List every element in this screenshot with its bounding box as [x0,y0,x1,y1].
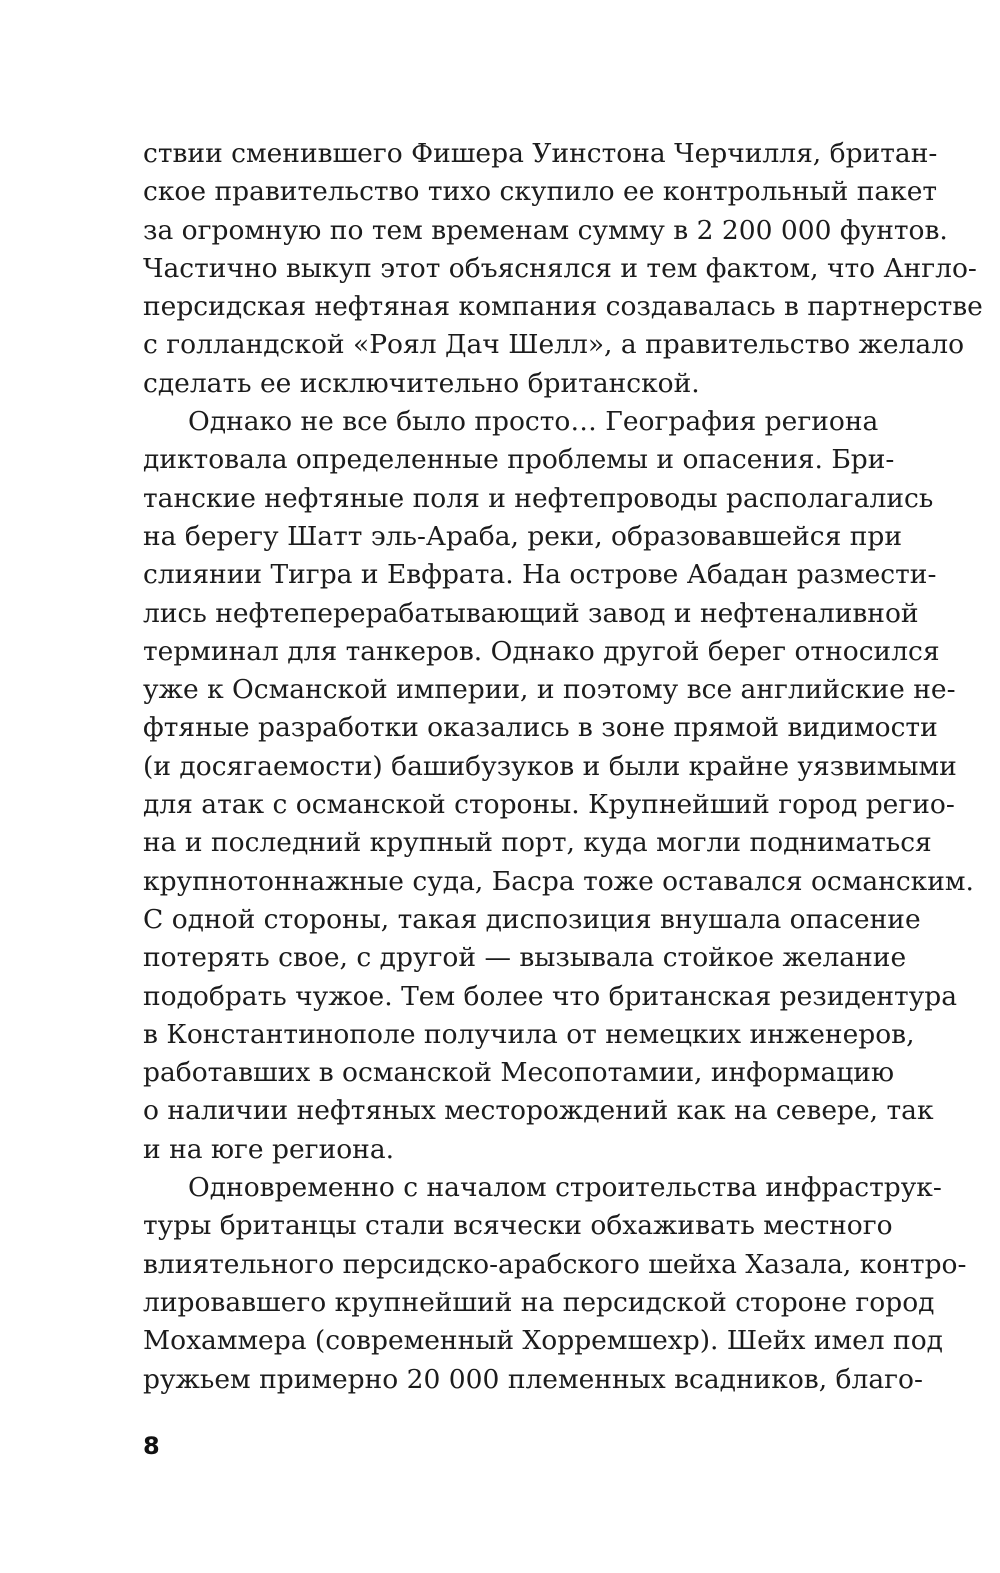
text-line-paragraph-start: Однако не все было просто… География региона [188,406,879,438]
text-line: Частично выкуп этот объяснялся и тем фактом, что Англо- [143,252,977,284]
text-line: лись нефтеперерабатывающий завод и нефтеналивной [143,597,919,629]
text-line: работавших в османской Месопотамии, информацию [143,1057,895,1089]
text-line: терминал для танкеров. Однако другой берег относился [143,635,940,667]
text-line: персидская нефтяная компания создавалась в партнерстве [143,291,983,323]
text-line: крупнотоннажные суда, Басра тоже оставался османским. [143,865,974,897]
text-line: влиятельного персидско-арабского шейха Хазала, контро- [143,1248,967,1280]
text-line: за огромную по тем временам сумму в 2 200 000 фунтов. [143,214,948,246]
text-line: диктовала определенные проблемы и опасения. Бри- [143,444,895,476]
text-line: танские нефтяные поля и нефтепроводы располагались [143,482,934,514]
text-line: фтяные разработки оказались в зоне прямой видимости [143,712,938,744]
text-line: ствии сменившего Фишера Уинстона Черчилля, британ- [143,138,938,169]
page-number: 8 [143,1432,160,1460]
text-line: на и последний крупный порт, куда могли подниматься [143,827,932,859]
text-line: ское правительство тихо скупило ее контрольный пакет [143,176,938,208]
text-line: на берегу Шатт эль-Араба, реки, образовавшейся при [143,520,903,552]
text-line: С одной стороны, такая диспозиция внушала опасение [143,903,921,935]
text-line: сделать ее исключительно британской. [143,367,700,399]
text-line: слиянии Тигра и Евфрата. На острове Абадан размести- [143,559,937,591]
text-line: о наличии нефтяных месторождений как на севере, так [143,1095,934,1127]
text-line: для атак с османской стороны. Крупнейший город регио- [143,789,955,821]
text-line: ружьем примерно 20 000 племенных всадников, благо- [143,1363,923,1395]
text-line-paragraph-start: Одновременно с началом строительства инфраструк- [188,1172,942,1204]
text-line: (и досягаемости) башибузуков и были крайне уязвимыми [143,750,957,782]
text-line: уже к Османской империи, и поэтому все английские не- [143,674,956,706]
text-line: туры британцы стали всячески обхаживать местного [143,1210,893,1242]
text-line: с голландской «Роял Дач Шелл», а правительство желало [143,329,965,361]
text-line: в Константинополе получила от немецких инженеров, [143,1018,915,1050]
text-line: лировавшего крупнейший на персидской стороне город [143,1286,935,1318]
body-text [143,135,983,1399]
text-line: и на юге региона. [143,1133,395,1165]
text-line: подобрать чужое. Тем более что британская резидентура [143,980,958,1012]
text-line: потерять свое, с другой — вызывала стойкое желание [143,942,907,974]
text-line: Мохаммера (современный Хорремшехр). Шейх имел под [143,1325,943,1357]
